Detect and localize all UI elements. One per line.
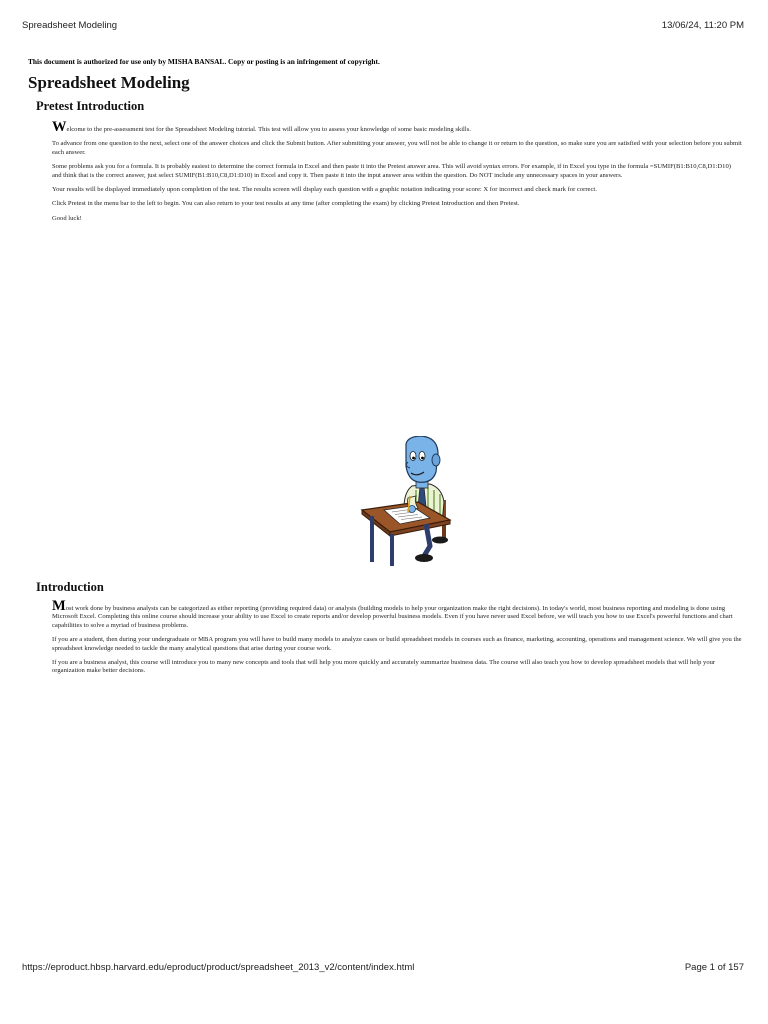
print-header-date: 13/06/24, 11:20 PM xyxy=(661,20,744,31)
paragraph: If you are a business analyst, this course will introduce you to many new concepts and tools that will help you more quickly and accurately summarize business data. The course will also teach you how to develop spreadsheet models that will help your organization make better decisions. xyxy=(52,659,716,675)
paragraph: Good luck! xyxy=(52,214,82,222)
print-header xyxy=(22,20,744,34)
paragraph: If you are a student, then during your undergraduate or MBA program you will have to build many models to analyze cases or build spreadsheet models in courses such as finance, marketing, accounting, operations and management science. We will give you the spreadsheet knowledge needed to tackle the many analytical questions that arise during your course work. xyxy=(52,636,742,652)
section-body-introduction xyxy=(52,598,742,682)
paragraph-text: elcome to the pre-assessment test for the Spreadsheet Modeling tutorial. This test will allow you to assess your knowledge of some basic modeling skills. xyxy=(66,126,471,133)
paragraph xyxy=(52,119,742,135)
section-title-pretest-introduction: Pretest Introduction xyxy=(36,99,145,113)
page-url: https://eproduct.hbsp.harvard.edu/eproduct/product/spreadsheet_2013_v2/content/index.html xyxy=(22,962,415,973)
copyright-notice: This document is authorized for use only by MISHA BANSAL. Copy or posting is an infringement of copyright. xyxy=(28,57,380,66)
print-footer xyxy=(22,962,744,976)
section-body-pretest-introduction xyxy=(52,119,742,229)
paragraph: To advance from one question to the next, select one of the answer choices and click the Submit button. After submitting your answer, you will not be able to change it or return to the question, so make sure you are satisfied with your selection before you submit each answer. xyxy=(52,140,742,156)
drop-cap: W xyxy=(52,119,67,135)
paragraph: Click Pretest in the menu bar to the left to begin. You can also return to your test results at any time (after completing the exam) by clicking Pretest Introduction and then Pretest. xyxy=(52,200,520,208)
paragraph: Your results will be displayed immediately upon completion of the test. The results screen will display each question with a graphic notation indicating your score: X for incorrect and check mark for correct. xyxy=(52,186,597,194)
paragraph: Some problems ask you for a formula. It is probably easiest to determine the correct formula in Excel and then paste it into the Pretest answer area. This will avoid syntax errors. For example, if in Excel you type in the formula =SUMIF(B1:B10,C8,D1:D10) and think that is the correct answer, just select SUMIF(B1:B10,C8,D1:D10) in Excel and copy it. Then paste it into the input answer area within the question. Do NOT include any unnecessary spaces in your answers. xyxy=(52,163,731,179)
paragraph xyxy=(52,598,742,630)
page-title: Spreadsheet Modeling xyxy=(28,73,190,92)
drop-cap: M xyxy=(52,598,66,614)
print-header-title: Spreadsheet Modeling xyxy=(22,20,118,31)
section-title-introduction: Introduction xyxy=(36,580,104,594)
person-taking-test-icon xyxy=(356,436,460,568)
paragraph-text: ost work done by business analysts can be categorized as either reporting (providing required data) or analysis (building models to help your organization make the right decisions). In today's world, most business reporting and modeling is done using Microsoft Excel. Completing this online course should increase your ability to use Excel to create reports and/or develop powerful business models. Even if you have never used Excel before, we will teach you how to use Excel's powerful functions and chart capabilities to solve a myriad of business problems. xyxy=(52,605,733,629)
page-number: Page 1 of 157 xyxy=(684,962,744,973)
